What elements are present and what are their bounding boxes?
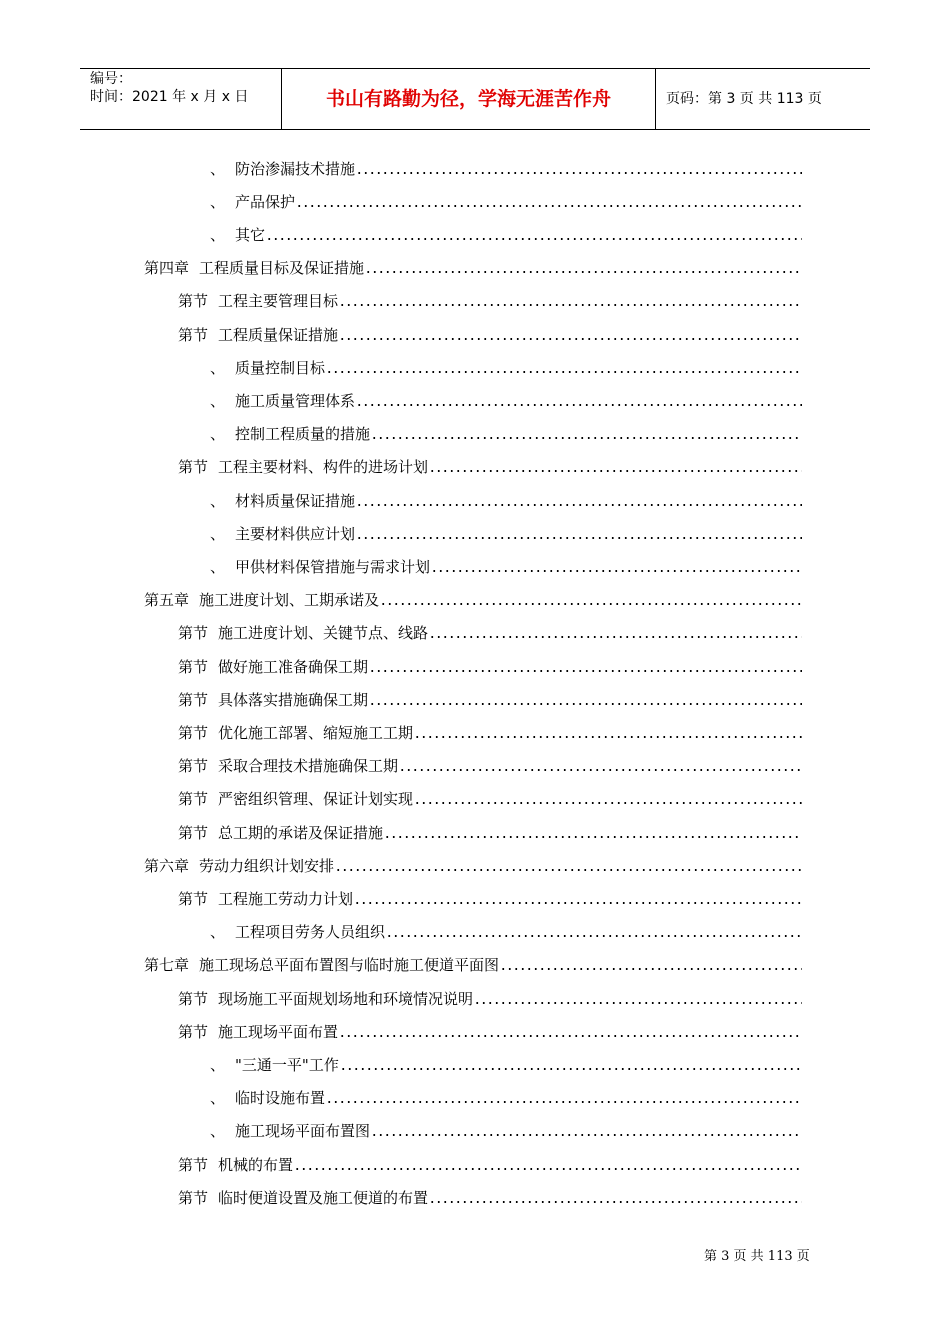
toc-entry-title: 严密组织管理、保证计划实现 [218, 790, 414, 809]
toc-dot-leader [414, 723, 802, 743]
toc-section-entry[interactable] [178, 451, 802, 484]
toc-entry-title: 具体落实措施确保工期 [218, 690, 369, 709]
toc-entry-title: 施工现场总平面布置图与临时施工便道平面图 [199, 956, 500, 975]
toc-entry-title: 材料质量保证措施 [235, 491, 356, 510]
toc-entry-prefix: 、 [210, 391, 226, 410]
toc-entry-title: 临时便道设置及施工便道的布置 [218, 1188, 429, 1207]
toc-entry-prefix: 第七章 [144, 956, 190, 975]
header-motto: 书山有路勤为径，学海无涯苦作舟 [325, 88, 611, 110]
toc-entry-prefix: 第六章 [144, 856, 190, 875]
header-motto-cell [282, 69, 656, 129]
toc-entry-prefix: 第节 [178, 1022, 209, 1041]
toc-section-entry[interactable] [178, 683, 802, 716]
toc-dot-leader [354, 889, 802, 909]
toc-chapter-entry[interactable] [144, 252, 802, 285]
toc-entry-title: 甲供材料保管措施与需求计划 [235, 557, 431, 576]
toc-entry-prefix: 、 [210, 1089, 226, 1108]
toc-item-entry[interactable] [210, 517, 802, 550]
toc-section-entry[interactable] [178, 716, 802, 749]
toc-entry-title: 现场施工平面规划场地和环境情况说明 [218, 989, 474, 1008]
header-page-code: 页码：第 3 页 共 113 页 [666, 91, 822, 107]
toc-entry-prefix: 第节 [178, 690, 209, 709]
toc-entry-prefix: 第节 [178, 657, 209, 676]
toc-entry-prefix: 、 [210, 192, 226, 211]
toc-dot-leader [414, 789, 802, 809]
toc-entry-title: 施工现场平面布置图 [235, 1122, 371, 1141]
toc-entry-title: 做好施工准备确保工期 [218, 657, 369, 676]
toc-dot-leader [429, 623, 802, 643]
toc-dot-leader [326, 1088, 802, 1108]
toc-entry-prefix: 第节 [178, 1155, 209, 1174]
toc-section-entry[interactable] [178, 650, 802, 683]
toc-item-entry[interactable] [210, 152, 802, 185]
toc-entry-title: 工程主要材料、构件的进场计划 [218, 458, 429, 477]
toc-dot-leader [386, 922, 802, 942]
header-page-cell [656, 69, 870, 129]
toc-entry-title: 工程施工劳动力计划 [218, 889, 354, 908]
toc-dot-leader [500, 955, 802, 975]
toc-section-entry[interactable] [178, 750, 802, 783]
toc-section-entry[interactable] [178, 816, 802, 849]
toc-entry-prefix: 、 [210, 225, 226, 244]
toc-dot-leader [356, 491, 802, 511]
toc-entry-title: 施工进度计划、关键节点、线路 [218, 624, 429, 643]
toc-entry-title: 防治渗漏技术措施 [235, 159, 356, 178]
toc-dot-leader [296, 192, 802, 212]
toc-entry-prefix: 第五章 [144, 591, 190, 610]
toc-entry-title: 主要材料供应计划 [235, 524, 356, 543]
document-time-label: 时间：2021 年 x 月 x 日 [90, 89, 249, 105]
toc-dot-leader [380, 590, 802, 610]
toc-dot-leader [339, 291, 802, 311]
toc-entry-title: 产品保护 [235, 192, 296, 211]
toc-entry-prefix: 第节 [178, 624, 209, 643]
toc-entry-title: 临时设施布置 [235, 1089, 326, 1108]
toc-entry-title: 其它 [235, 225, 266, 244]
toc-section-entry[interactable] [178, 1148, 802, 1181]
toc-entry-prefix: 第节 [178, 757, 209, 776]
toc-entry-prefix: 第节 [178, 325, 209, 344]
toc-entry-prefix: 、 [210, 1122, 226, 1141]
toc-entry-title: 总工期的承诺及保证措施 [218, 823, 384, 842]
toc-entry-prefix: 第节 [178, 823, 209, 842]
toc-entry-title: 施工进度计划、工期承诺及 [199, 591, 380, 610]
toc-entry-prefix: 第节 [178, 723, 209, 742]
toc-entry-title: 工程主要管理目标 [218, 292, 339, 311]
toc-entry-title: 工程质量保证措施 [218, 325, 339, 344]
toc-item-entry[interactable] [210, 1082, 802, 1115]
toc-dot-leader [356, 159, 802, 179]
toc-item-entry[interactable] [210, 351, 802, 384]
toc-entry-title: 劳动力组织计划安排 [199, 856, 335, 875]
toc-section-entry[interactable] [178, 882, 802, 915]
toc-entry-prefix: 、 [210, 923, 226, 942]
toc-dot-leader [371, 1121, 802, 1141]
toc-item-entry[interactable] [210, 418, 802, 451]
toc-item-entry[interactable] [210, 384, 802, 417]
toc-entry-title: "三通一平"工作 [235, 1055, 339, 1074]
toc-item-entry[interactable] [210, 484, 802, 517]
toc-entry-prefix: 第节 [178, 790, 209, 809]
toc-entry-prefix: 、 [210, 524, 226, 543]
toc-dot-leader [294, 1155, 802, 1175]
toc-dot-leader [356, 391, 802, 411]
toc-entry-prefix: 、 [210, 425, 226, 444]
toc-dot-leader [429, 457, 802, 477]
toc-dot-leader [431, 557, 802, 577]
toc-entry-prefix: 第节 [178, 458, 209, 477]
header-info-cell [80, 69, 282, 129]
toc-entry-prefix: 第节 [178, 889, 209, 908]
toc-dot-leader [399, 756, 802, 776]
toc-entry-prefix: 第节 [178, 1188, 209, 1207]
toc-entry-title: 施工质量管理体系 [235, 391, 356, 410]
toc-entry-title: 机械的布置 [218, 1155, 294, 1174]
toc-entry-prefix: 、 [210, 1055, 226, 1074]
document-header [80, 68, 870, 130]
toc-dot-leader [356, 524, 802, 544]
toc-entry-title: 采取合理技术措施确保工期 [218, 757, 399, 776]
toc-dot-leader [365, 258, 802, 278]
toc-dot-leader [266, 225, 802, 245]
toc-dot-leader [474, 989, 802, 1009]
toc-item-entry[interactable] [210, 185, 802, 218]
toc-section-entry[interactable] [178, 1181, 802, 1214]
toc-entry-title: 质量控制目标 [235, 358, 326, 377]
toc-section-entry[interactable] [178, 285, 802, 318]
document-number-label: 编号： [90, 71, 132, 87]
toc-section-entry[interactable] [178, 1015, 802, 1048]
page-footer: 第 3 页 共 113 页 [704, 1249, 810, 1264]
toc-chapter-entry[interactable] [144, 849, 802, 882]
toc-dot-leader [384, 823, 802, 843]
toc-dot-leader [369, 690, 802, 710]
toc-dot-leader [371, 424, 802, 444]
toc-entry-prefix: 第四章 [144, 259, 190, 278]
toc-chapter-entry[interactable] [144, 584, 802, 617]
toc-item-entry[interactable] [210, 916, 802, 949]
toc-chapter-entry[interactable] [144, 949, 802, 982]
toc-entry-prefix: 第节 [178, 292, 209, 311]
toc-dot-leader [335, 856, 802, 876]
toc-entry-prefix: 第节 [178, 989, 209, 1008]
toc-dot-leader [340, 1055, 802, 1075]
toc-section-entry[interactable] [178, 783, 802, 816]
toc-dot-leader [369, 657, 802, 677]
toc-entry-title: 优化施工部署、缩短施工工期 [218, 723, 414, 742]
toc-entry-prefix: 、 [210, 358, 226, 377]
toc-dot-leader [429, 1188, 802, 1208]
toc-section-entry[interactable] [178, 982, 802, 1015]
toc-dot-leader [326, 358, 802, 378]
toc-entry-prefix: 、 [210, 557, 226, 576]
toc-entry-prefix: 、 [210, 491, 226, 510]
toc-entry-title: 施工现场平面布置 [218, 1022, 339, 1041]
toc-item-entry[interactable] [210, 1115, 802, 1148]
toc-dot-leader [339, 1022, 802, 1042]
toc-section-entry[interactable] [178, 617, 802, 650]
toc-dot-leader [339, 325, 802, 345]
toc-item-entry[interactable] [210, 550, 802, 583]
toc-entry-prefix: 、 [210, 159, 226, 178]
toc-item-entry[interactable] [210, 1048, 802, 1081]
toc-entry-title: 控制工程质量的措施 [235, 425, 371, 444]
toc-entry-title: 工程质量目标及保证措施 [199, 259, 365, 278]
toc-item-entry[interactable] [210, 218, 802, 251]
toc-entry-title: 工程项目劳务人员组织 [235, 923, 386, 942]
toc-section-entry[interactable] [178, 318, 802, 351]
